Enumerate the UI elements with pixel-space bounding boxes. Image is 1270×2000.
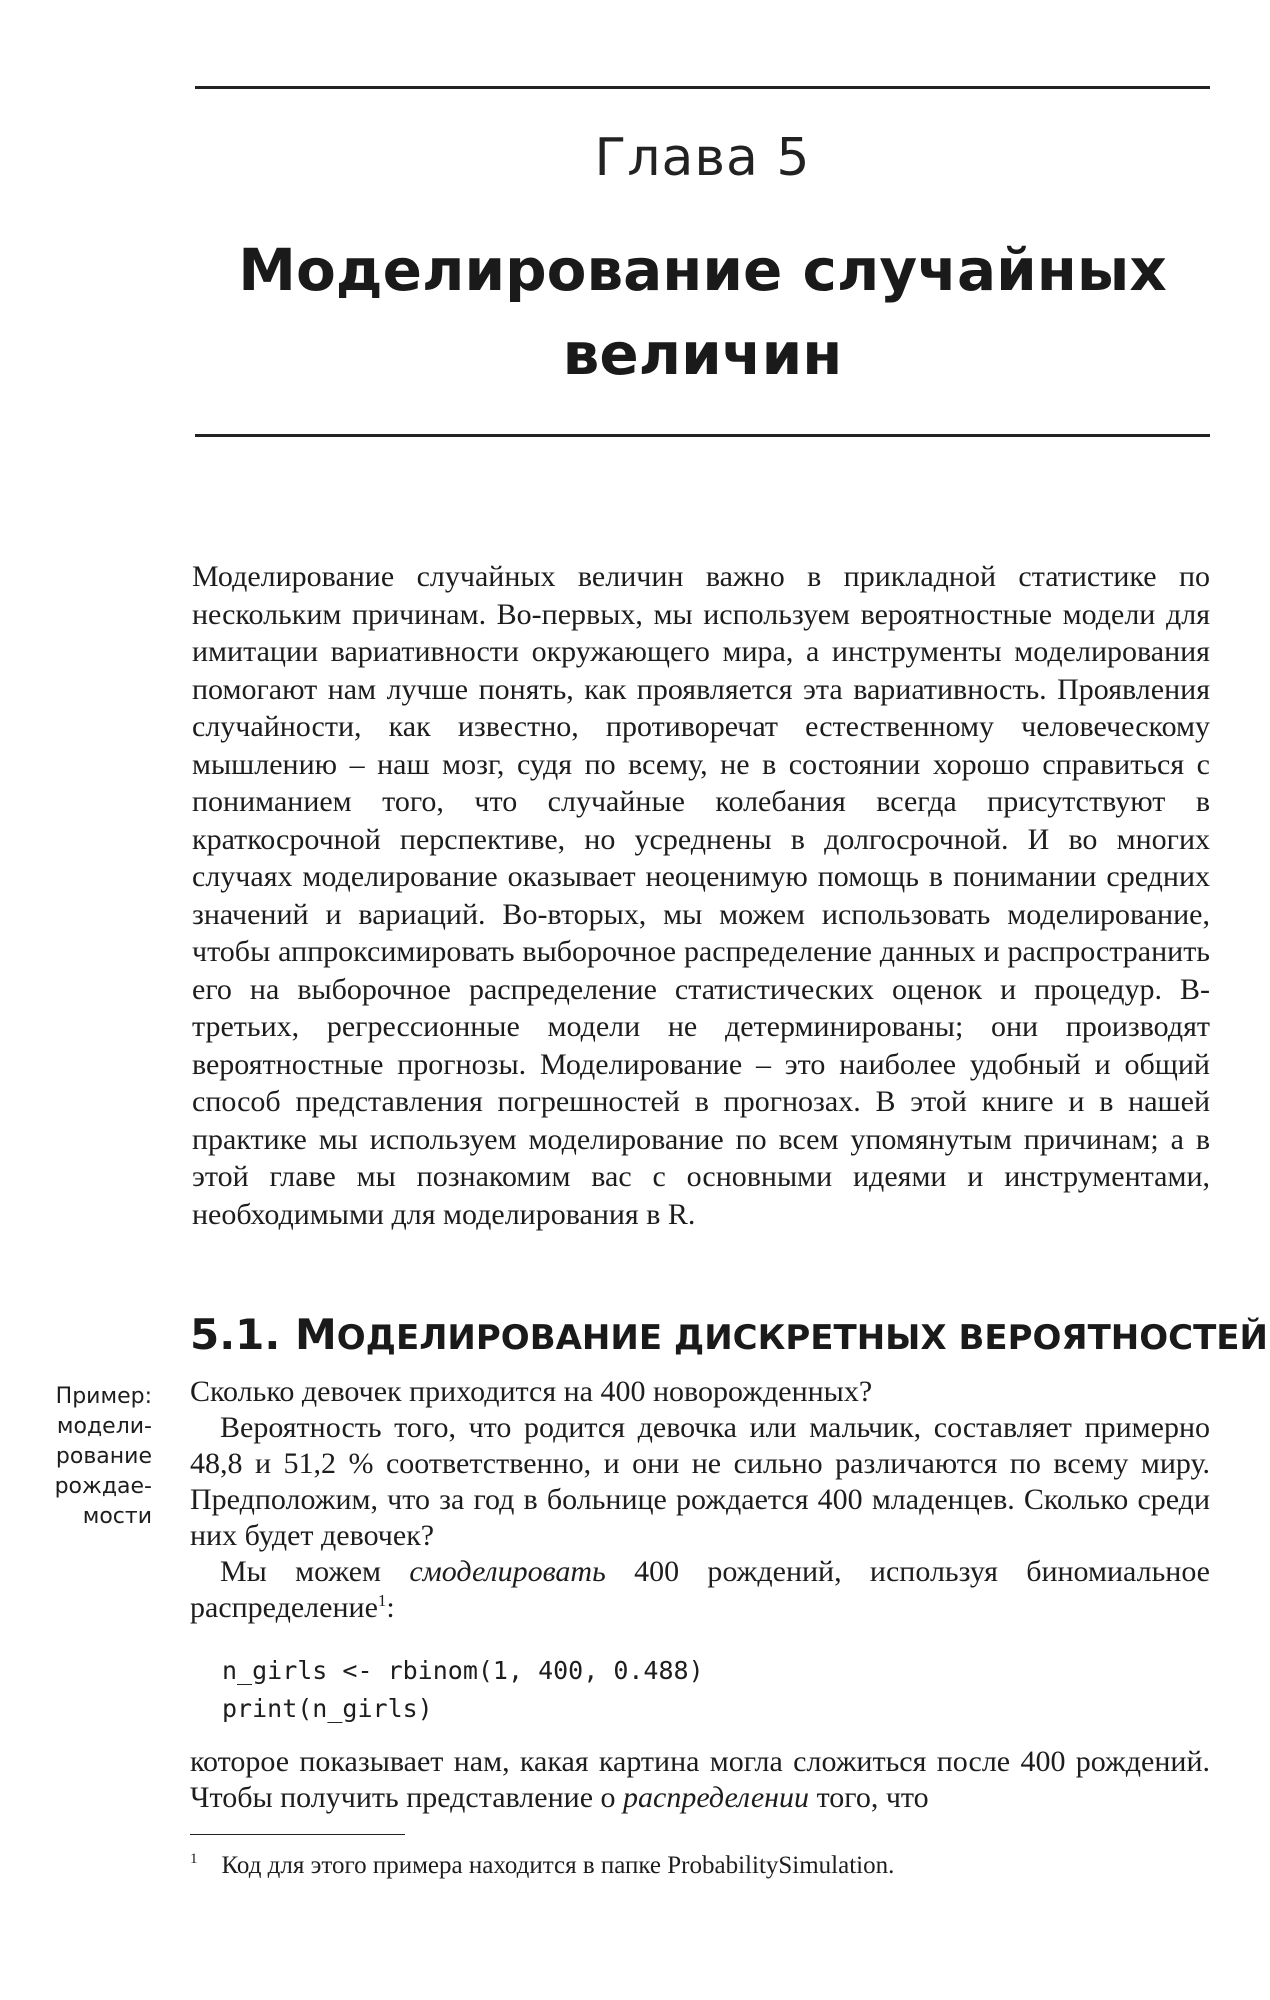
intro-paragraph: Моделирование случайных величин важно в прикладной статистике по нескольким причинам. Во-первых, мы используем вероятностные модели для имитации вариативности окружающего мира, а инструменты моделирования помогают нам лучше понять, как проявляется эта вариативность. Проявления случайности, как известно, противоречат естественному человеческому мышлению – наш мозг, судя по всему, не в состоянии хорошо справиться с пониманием того, что случайные колебания всегда присутствуют в краткосрочной перспективе, но усреднены в долгосрочной. И во многих случаях моделирование оказывает неоценимую помощь в понимании средних значений и вариаций. Во-вторых, мы можем использовать моделирование, чтобы аппроксимировать выборочное распределение данных и распространить его на выборочное распределение статистических оценок и процедур. В-третьих, регрессионные модели не детерминированы; они производят вероятностные прогнозы. Моделирование – это наиболее удобный и общий способ представления погрешностей в прогнозах. В этой книге и в нашей практике мы используем моделирование по всем упомянутым причинам; а в этой главе мы познакомим вас с основными идеями и инструментами, необходимыми для моделирования в R. xyxy=(192,560,1210,1231)
margin-note-line: модели- xyxy=(56,1414,152,1439)
code-line: print(n_girls) xyxy=(222,1694,433,1723)
section-title-rest: ОДЕЛИРОВАНИЕ ДИСКРЕТНЫХ ВЕРОЯТНОСТЕЙ xyxy=(336,1318,1268,1358)
intro-text xyxy=(192,558,1210,1233)
footnote xyxy=(190,1850,1210,1885)
footnote-number: 1 xyxy=(190,1851,198,1867)
body-paragraph-simulate xyxy=(190,1554,1210,1626)
body-paragraph-continued xyxy=(190,1744,1210,1816)
body-question: Сколько девочек приходится на 400 новорожденных? xyxy=(190,1375,873,1408)
margin-note xyxy=(20,1382,152,1532)
continued-text-end: того, что xyxy=(809,1781,929,1814)
distribution-emphasis: распределении xyxy=(623,1781,810,1814)
section-body-continued xyxy=(190,1744,1210,1816)
footnote-rule xyxy=(190,1834,405,1835)
margin-note-line: Пример: xyxy=(55,1384,152,1409)
chapter-title-line-2: величин xyxy=(562,320,843,388)
margin-note-line: рождае- xyxy=(54,1474,152,1499)
chapter-title xyxy=(195,228,1210,396)
continued-text-start: которое показывает нам, какая картина могла сложиться после 400 рождений. Чтобы получить представление о xyxy=(190,1745,1210,1814)
code-line: n_girls <- rbinom(1, 400, 0.488) xyxy=(222,1656,704,1685)
section-heading xyxy=(190,1310,1268,1359)
body-paragraph-probability: Вероятность того, что родится девочка или мальчик, составляет примерно 48,8 и 51,2 % соответственно, и они не сильно различаются по всему миру. Предположим, что за год в больнице рождается 400 младенцев. Сколько среди них будет девочек? xyxy=(190,1411,1210,1552)
chapter-bottom-rule xyxy=(195,434,1210,437)
section-number: 5.1. xyxy=(190,1310,281,1359)
chapter-title-line-1: Моделирование случайных xyxy=(238,236,1167,304)
margin-note-line: мости xyxy=(82,1504,152,1529)
simulate-text-end: : xyxy=(386,1591,395,1624)
footnote-reference[interactable]: 1 xyxy=(377,1591,387,1610)
section-body xyxy=(190,1374,1210,1626)
simulate-text-start: Мы можем xyxy=(220,1555,410,1588)
footnote-text: Код для этого примера находится в папке ProbabilitySimulation. xyxy=(221,1852,895,1879)
simulate-emphasis: смоделировать xyxy=(409,1555,606,1588)
margin-note-line: рование xyxy=(55,1444,152,1469)
code-block xyxy=(222,1652,704,1728)
chapter-label: Глава 5 xyxy=(594,128,811,188)
section-title-initial: М xyxy=(294,1310,337,1359)
chapter-top-rule xyxy=(195,86,1210,89)
simulate-text-mid: 400 рождений, используя биномиальное распределение xyxy=(190,1555,1210,1624)
